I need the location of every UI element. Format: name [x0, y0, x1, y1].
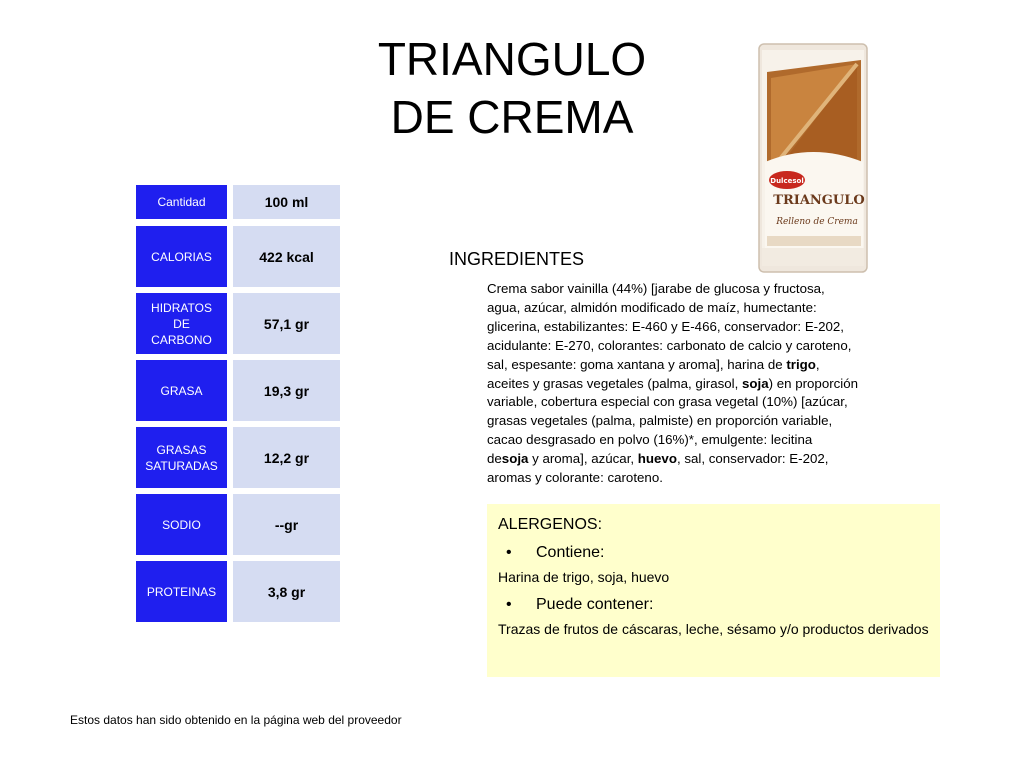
nutrition-row-hidratos	[136, 293, 340, 354]
nutrition-value: 19,3 gr	[233, 360, 340, 421]
bullet-icon: •	[506, 544, 512, 561]
allergens-may-contain-item	[498, 595, 930, 615]
ingredient-text-segment: ,	[815, 356, 820, 372]
title-line-1: TRIANGULO	[377, 33, 647, 85]
ingredient-text-segment: y aroma], azúcar,	[528, 451, 638, 467]
ingredient-text-segment: variable, cobertura especial con grasa vegetal (10%) [azúcar,	[487, 394, 848, 410]
nutrition-label: PROTEINAS	[136, 561, 227, 622]
nutrition-value: 57,1 gr	[233, 293, 340, 354]
allergens-box	[487, 504, 940, 677]
bullet-icon: •	[506, 596, 512, 613]
allergens-contains-item	[498, 543, 930, 563]
nutrition-value: 12,2 gr	[233, 427, 340, 488]
package-stripe	[767, 236, 861, 246]
ingredients-heading: INGREDIENTES	[449, 249, 585, 269]
ingredient-allergen-highlight: soja	[741, 375, 769, 391]
nutrition-row-calorias	[136, 226, 340, 287]
ingredient-text-segment: , sal, conservador: E-202,	[676, 451, 829, 467]
ingredients-line	[487, 299, 887, 318]
ingredient-text-segment: de	[487, 451, 502, 467]
nutrition-label: GRASA	[136, 360, 227, 421]
nutrition-row-cantidad	[136, 185, 340, 219]
ingredients-line	[487, 375, 887, 394]
ingredient-text-segment: acidulante: E-270, colorantes: carbonato de calcio y caroteno,	[487, 337, 852, 353]
brand-logo-text: Dulcesol	[770, 177, 804, 185]
nutrition-row-proteinas	[136, 561, 340, 622]
ingredients-line	[487, 318, 887, 337]
ingredients-line	[487, 431, 887, 450]
ingredient-text-segment: aceites y grasas vegetales (palma, girasol,	[487, 375, 742, 391]
nutrition-value: 100 ml	[233, 185, 340, 219]
allergens-may-contain-label: Puede contener:	[536, 596, 654, 613]
nutrition-value: --gr	[233, 494, 340, 555]
package-product-name: TRIANGULO	[773, 193, 865, 208]
ingredients-line	[487, 356, 887, 375]
ingredient-text-segment: sal, espesante: goma xantana y aroma], harina de	[487, 356, 787, 372]
ingredients-line	[487, 450, 887, 469]
allergens-contains-text: Harina de trigo, soja, huevo	[498, 569, 670, 585]
product-package-svg	[757, 42, 869, 274]
ingredient-allergen-highlight: huevo	[637, 451, 677, 467]
page-title	[300, 30, 724, 146]
nutrition-label: CALORIAS	[136, 226, 227, 287]
nutrition-label: HIDRATOS DE CARBONO	[136, 293, 227, 354]
ingredient-allergen-highlight: trigo	[786, 356, 816, 372]
allergens-heading: ALERGENOS:	[498, 516, 603, 533]
nutrition-value: 3,8 gr	[233, 561, 340, 622]
ingredients-line	[487, 412, 887, 431]
nutrition-value: 422 kcal	[233, 226, 340, 287]
ingredient-text-segment: cacao desgrasado en polvo (16%)*, emulgente: lecitina	[487, 432, 813, 448]
ingredient-text-segment: Crema sabor vainilla (44%) [jarabe de glucosa y fructosa,	[487, 281, 825, 296]
ingredients-line	[487, 280, 887, 299]
nutrition-row-grasa	[136, 360, 340, 421]
ingredient-text-segment: grasas vegetales (palma, palmiste) en proporción variable,	[487, 413, 833, 429]
source-footnote: Estos datos han sido obtenido en la página web del proveedor	[70, 713, 402, 727]
nutrition-label: Cantidad	[136, 185, 227, 219]
allergens-contains-label: Contiene:	[536, 544, 605, 561]
ingredient-text-segment: aromas y colorante: caroteno.	[487, 470, 663, 486]
allergens-may-contain-text: Trazas de frutos de cáscaras, leche, sésamo y/o productos derivados	[498, 621, 929, 637]
ingredients-line	[487, 469, 887, 488]
ingredients-line	[487, 337, 887, 356]
ingredient-allergen-highlight: soja	[501, 451, 529, 467]
product-package-image	[757, 42, 869, 274]
nutrition-label: GRASAS SATURADAS	[136, 427, 227, 488]
title-line-2: DE CREMA	[390, 91, 634, 143]
ingredient-text-segment: ) en proporción	[768, 375, 859, 391]
nutrition-row-grasas-saturadas	[136, 427, 340, 488]
ingredients-text	[487, 280, 887, 488]
nutrition-row-sodio	[136, 494, 340, 555]
ingredients-line	[487, 393, 887, 412]
package-subtitle: Relleno de Crema	[776, 217, 858, 227]
package-bottom	[762, 248, 864, 266]
ingredient-text-segment: glicerina, estabilizantes: E-460 y E-466, conservador: E-202,	[487, 318, 844, 334]
ingredient-text-segment: agua, azúcar, almidón modificado de maíz, humectante:	[487, 299, 817, 315]
nutrition-label: SODIO	[136, 494, 227, 555]
